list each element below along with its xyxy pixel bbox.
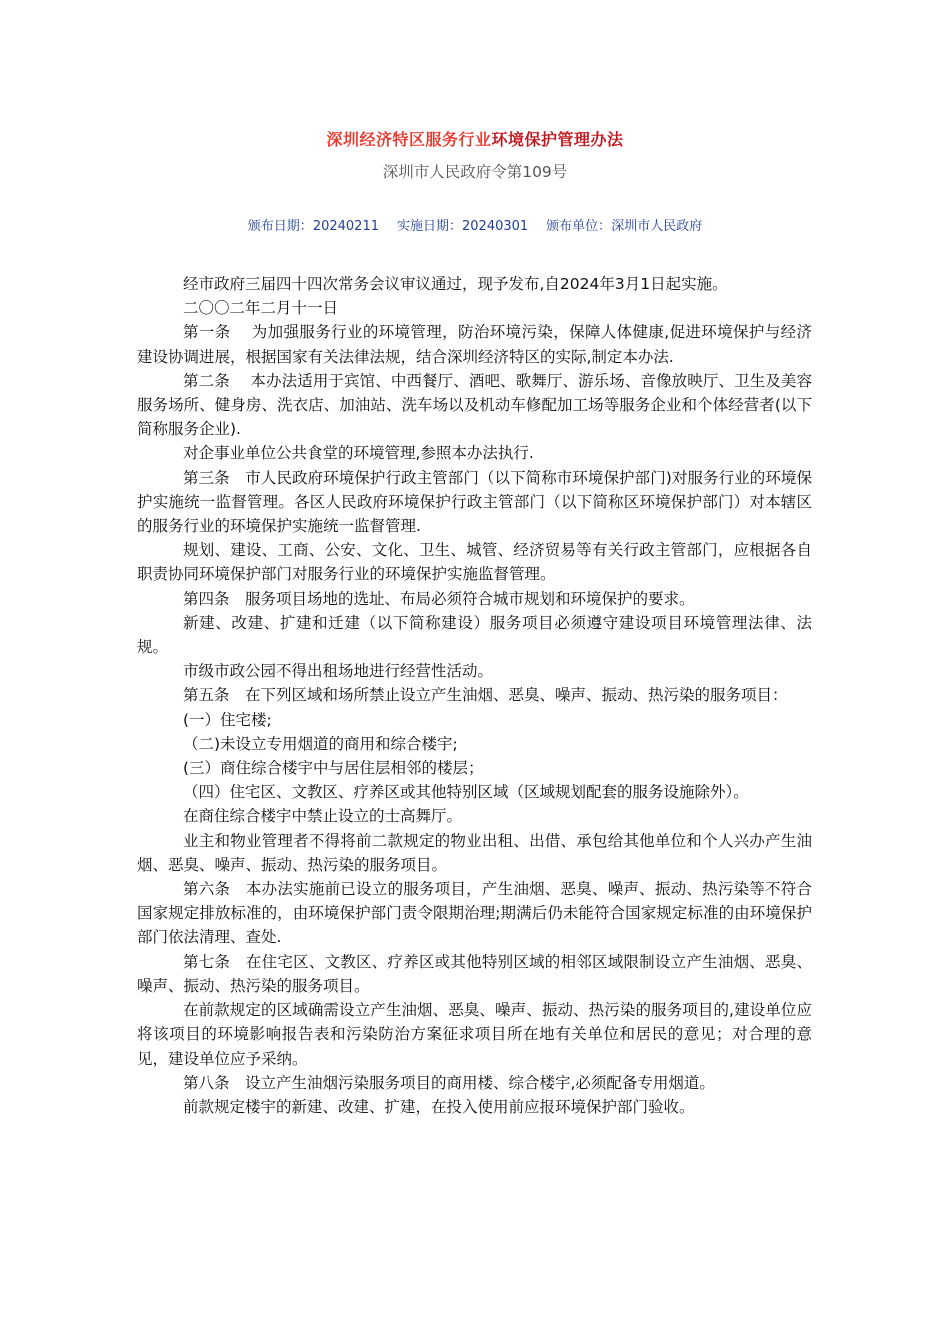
paragraph: (一）住宅楼;: [183, 710, 272, 729]
title-part-2: 环境保护管理办法: [491, 130, 624, 149]
publish-date-label: 颁布日期：: [247, 219, 313, 234]
issuer: 深圳市人民政府: [611, 219, 703, 234]
paragraph: 第七条 在住宅区、文教区、疗养区或其他特别区域的相邻区域限制设立产生油烟、恶臭、噪声、振动、热污染的服务项目。: [137, 952, 812, 995]
paragraph: （二)未设立专用烟道的商用和综合楼宇;: [183, 734, 458, 753]
publish-date: 20240211: [312, 219, 379, 234]
document-subtitle: 深圳市人民政府令第109号: [382, 163, 568, 181]
paragraph: （四）住宅区、文教区、疗养区或其他特别区域（区域规划配套的服务设施除外）。: [183, 783, 749, 802]
paragraph: 市级市政公园不得出租场地进行经营性活动。: [183, 662, 494, 681]
paragraph: 新建、改建、扩建和迁建（以下简称建设）服务项目必须遵守建设项目环境管理法律、法规。: [137, 613, 812, 657]
title-part-1: 深圳经济特区服务行业: [326, 130, 492, 149]
paragraph: 经市政府三届四十四次常务会议审议通过，现予发布,自2024年3月1日起实施。: [183, 275, 728, 293]
paragraph: 第八条 设立产生油烟污染服务项目的商用楼、综合楼宇,必须配备专用烟道。: [183, 1073, 715, 1092]
paragraph: 在商住综合楼宇中禁止设立的士高舞厅。: [183, 807, 463, 826]
paragraph: 前款规定楼宇的新建、改建、扩建，在投入使用前应报环境保护部门验收。: [183, 1097, 695, 1116]
effective-date: 20240301: [462, 219, 529, 234]
paragraph: 规划、建设、工商、公安、文化、卫生、城管、经济贸易等有关行政主管部门，应根据各自职责协同环境保护部门对服务行业的环境保护实施监督管理。: [137, 541, 812, 584]
paragraph: 对企事业单位公共食堂的环境管理,参照本办法执行.: [183, 444, 534, 463]
paragraph: 业主和物业管理者不得将前二款规定的物业出租、出借、承包给其他单位和个人兴办产生油烟、恶臭、噪声、振动、热污染的服务项目。: [137, 831, 812, 874]
paragraph: 第二条 本办法适用于宾馆、中西餐厅、酒吧、歌舞厅、游乐场、音像放映厅、卫生及美容服务场所、健身房、洗衣店、加油站、洗车场以及机动车修配加工场等服务企业和个体经营者(以下简称服务企业).: [137, 371, 812, 439]
paragraph: 第五条 在下列区域和场所禁止设立产生油烟、恶臭、噪声、振动、热污染的服务项目：: [183, 686, 788, 705]
document-meta: [0, 215, 950, 239]
paragraph: 第三条 市人民政府环境保护行政主管部门（以下简称市环境保护部门)对服务行业的环境保护实施统一监督管理。各区人民政府环境保护行政主管部门（以下简称区环境保护部门）对本辖区的服务行业的环境保护实施统一监督管理.: [137, 468, 812, 536]
document-title: [0, 128, 950, 152]
paragraph: 第六条 本办法实施前已设立的服务项目，产生油烟、恶臭、噪声、振动、热污染等不符合国家规定排放标准的，由环境保护部门责令限期治理;期满后仍未能符合国家规定标准的由环境保护部门依法清理、查处.: [137, 880, 812, 947]
paragraph: 在前款规定的区域确需设立产生油烟、恶臭、噪声、振动、热污染的服务项目的,建设单位应将该项目的环境影响报告表和污染防治方案征求项目所在地有关单位和居民的意见；对合理的意见，建设单位应予采纳。: [137, 1001, 812, 1068]
paragraph: 二〇〇二年二月十一日: [183, 299, 339, 318]
paragraph: (三）商住综合楼宇中与居住层相邻的楼层；: [183, 759, 484, 778]
issuer-label: 颁布单位：: [546, 219, 612, 234]
document-body: [137, 272, 812, 1119]
paragraph: 第一条 为加强服务行业的环境管理，防治环境污染，保障人体健康,促进环境保护与经济建设协调进展，根据国家有关法律法规，结合深圳经济特区的实际,制定本办法.: [137, 323, 812, 366]
paragraph: 第四条 服务项目场地的选址、布局必须符合城市规划和环境保护的要求。: [183, 589, 695, 608]
effective-date-label: 实施日期：: [396, 219, 462, 234]
